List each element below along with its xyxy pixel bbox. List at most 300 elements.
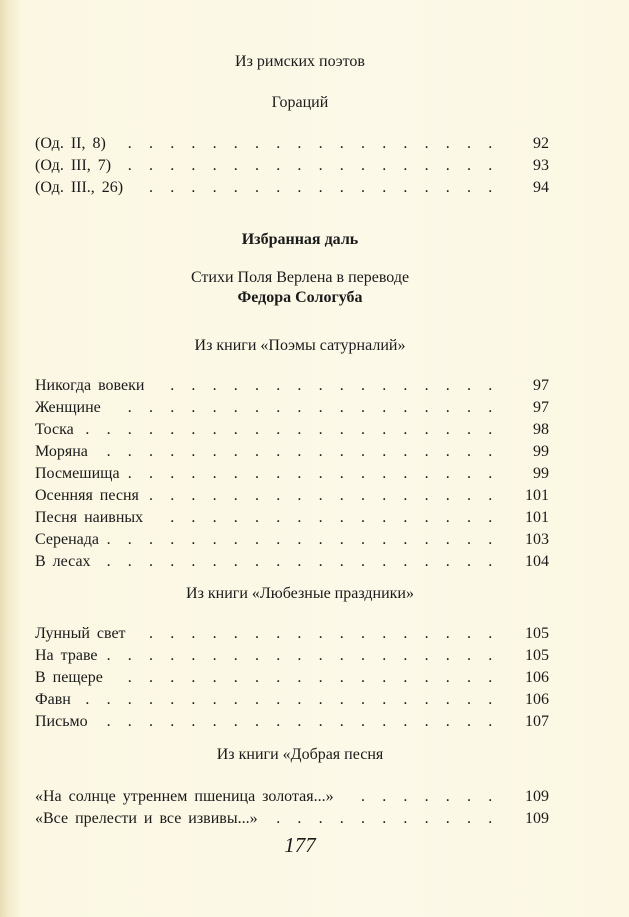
leader-dot: . bbox=[233, 487, 238, 504]
leader-dot: . bbox=[361, 788, 365, 805]
leader-dot: . bbox=[276, 465, 281, 482]
dot-leader bbox=[35, 133, 509, 155]
leader-dot: . bbox=[361, 691, 365, 708]
leader-dot: . bbox=[297, 487, 302, 504]
toc-entry-page: 98 bbox=[533, 421, 549, 438]
leader-dot: . bbox=[106, 531, 111, 548]
leader-dot: . bbox=[318, 421, 323, 438]
leader-dot: . bbox=[318, 487, 323, 504]
toc-entry-page: 99 bbox=[533, 443, 549, 460]
leader-dot: . bbox=[403, 647, 408, 664]
leader-dot: . bbox=[106, 421, 111, 438]
leader-dot: . bbox=[488, 788, 493, 805]
leader-dot: . bbox=[170, 377, 175, 394]
leader-dot: . bbox=[149, 399, 153, 416]
leader-dot: . bbox=[318, 135, 323, 152]
leader-dot: . bbox=[276, 625, 281, 642]
leader-dot: . bbox=[339, 135, 344, 152]
leader-dot: . bbox=[170, 135, 175, 152]
leader-dot: . bbox=[191, 713, 196, 730]
leader-dot: . bbox=[85, 421, 90, 438]
toc-entry[interactable] bbox=[35, 133, 549, 155]
leader-dot: . bbox=[424, 377, 429, 394]
leader-dot: . bbox=[382, 157, 387, 174]
leader-dot: . bbox=[191, 157, 196, 174]
leader-dot: . bbox=[382, 179, 387, 196]
leader-dot: . bbox=[445, 421, 450, 438]
leader-dot: . bbox=[276, 553, 281, 570]
toc-entry-title: Осенняя песня bbox=[35, 487, 139, 504]
toc-entry-page: 92 bbox=[533, 135, 549, 152]
leader-dot: . bbox=[361, 625, 365, 642]
leader-dot: . bbox=[276, 810, 281, 827]
leader-dot: . bbox=[488, 509, 493, 526]
leader-dot: . bbox=[106, 713, 111, 730]
leader-dot: . bbox=[424, 509, 429, 526]
leader-dot: . bbox=[297, 377, 302, 394]
leader-dot: . bbox=[424, 788, 429, 805]
leader-dot: . bbox=[255, 377, 259, 394]
toc-entry[interactable] bbox=[35, 808, 549, 830]
toc-entry[interactable] bbox=[35, 507, 549, 529]
leader-dot: . bbox=[382, 443, 387, 460]
toc-entry[interactable] bbox=[35, 711, 549, 733]
leader-dot: . bbox=[318, 179, 323, 196]
leader-dot: . bbox=[361, 487, 365, 504]
leader-dot: . bbox=[212, 377, 217, 394]
toc-entry-title: Письмо bbox=[35, 713, 88, 730]
leader-dot: . bbox=[403, 691, 408, 708]
author-heading-horace: Гораций bbox=[271, 94, 329, 111]
leader-dot: . bbox=[403, 465, 408, 482]
leader-dot: . bbox=[127, 531, 132, 548]
leader-dot: . bbox=[127, 647, 132, 664]
leader-dot: . bbox=[212, 157, 217, 174]
leader-dot: . bbox=[149, 443, 153, 460]
leader-dot: . bbox=[467, 625, 471, 642]
leader-dot: . bbox=[233, 691, 238, 708]
leader-dot: . bbox=[424, 421, 429, 438]
leader-dot: . bbox=[445, 465, 450, 482]
page-number: 177 bbox=[284, 833, 316, 857]
leader-dot: . bbox=[191, 625, 196, 642]
leader-dot: . bbox=[382, 788, 387, 805]
leader-dot: . bbox=[255, 531, 259, 548]
leader-dot: . bbox=[467, 713, 471, 730]
leader-dot: . bbox=[488, 647, 493, 664]
leader-dot: . bbox=[445, 669, 450, 686]
toc-entry[interactable] bbox=[35, 529, 549, 551]
leader-dot: . bbox=[382, 421, 387, 438]
leader-dot: . bbox=[403, 531, 408, 548]
leader-dot: . bbox=[445, 179, 450, 196]
leader-dot: . bbox=[297, 443, 302, 460]
toc-entry[interactable] bbox=[35, 155, 549, 177]
leader-dot: . bbox=[212, 669, 217, 686]
leader-dot: . bbox=[170, 487, 175, 504]
toc-entry-page: 109 bbox=[525, 810, 549, 827]
leader-dot: . bbox=[424, 713, 429, 730]
toc-entry[interactable] bbox=[35, 441, 549, 463]
toc-entry-title: Тоска bbox=[35, 421, 74, 438]
dot-leader bbox=[35, 667, 509, 689]
leader-dot: . bbox=[212, 713, 217, 730]
toc-entry[interactable] bbox=[35, 397, 549, 419]
leader-dot: . bbox=[424, 135, 429, 152]
leader-dot: . bbox=[233, 625, 238, 642]
leader-dot: . bbox=[445, 377, 450, 394]
leader-dot: . bbox=[233, 135, 238, 152]
leader-dot: . bbox=[424, 443, 429, 460]
leader-dot: . bbox=[488, 810, 493, 827]
toc-entry-page: 109 bbox=[525, 788, 549, 805]
leader-dot: . bbox=[276, 135, 281, 152]
toc-entry-title: Лунный свет bbox=[35, 625, 126, 642]
leader-dot: . bbox=[233, 179, 238, 196]
leader-dot: . bbox=[127, 157, 132, 174]
leader-dot: . bbox=[339, 625, 344, 642]
leader-dot: . bbox=[445, 443, 450, 460]
leader-dot: . bbox=[297, 509, 302, 526]
dot-leader bbox=[35, 551, 509, 573]
leader-dot: . bbox=[339, 713, 344, 730]
leader-dot: . bbox=[297, 810, 302, 827]
leader-dot: . bbox=[424, 465, 429, 482]
toc-entry-page: 107 bbox=[525, 713, 549, 730]
toc-entry[interactable] bbox=[35, 786, 549, 808]
leader-dot: . bbox=[170, 465, 175, 482]
leader-dot: . bbox=[212, 443, 217, 460]
leader-dot: . bbox=[339, 443, 344, 460]
leader-dot: . bbox=[382, 377, 387, 394]
leader-dot: . bbox=[488, 487, 493, 504]
leader-dot: . bbox=[382, 810, 387, 827]
leader-dot: . bbox=[297, 553, 302, 570]
leader-dot: . bbox=[361, 443, 365, 460]
leader-dot: . bbox=[149, 135, 153, 152]
leader-dot: . bbox=[488, 377, 493, 394]
leader-dot: . bbox=[212, 465, 217, 482]
leader-dot: . bbox=[233, 553, 238, 570]
leader-dot: . bbox=[149, 487, 153, 504]
dot-leader bbox=[35, 645, 509, 667]
leader-dot: . bbox=[255, 443, 259, 460]
leader-dot: . bbox=[467, 465, 471, 482]
toc-entry-title: Песня наивных bbox=[35, 509, 144, 526]
leader-dot: . bbox=[361, 421, 365, 438]
leader-dot: . bbox=[467, 377, 471, 394]
leader-dot: . bbox=[276, 179, 281, 196]
toc-entry[interactable] bbox=[35, 419, 549, 441]
leader-dot: . bbox=[127, 713, 132, 730]
leader-dot: . bbox=[297, 421, 302, 438]
toc-entry[interactable] bbox=[35, 667, 549, 689]
leader-dot: . bbox=[276, 487, 281, 504]
leader-dot: . bbox=[233, 713, 238, 730]
leader-dot: . bbox=[382, 531, 387, 548]
leader-dot: . bbox=[382, 465, 387, 482]
leader-dot: . bbox=[212, 421, 217, 438]
leader-dot: . bbox=[424, 810, 429, 827]
leader-dot: . bbox=[212, 625, 217, 642]
leader-dot: . bbox=[127, 465, 132, 482]
leader-dot: . bbox=[191, 377, 196, 394]
toc-entry-title: (Од. II, 8) bbox=[35, 135, 106, 152]
leader-dot: . bbox=[318, 669, 323, 686]
leader-dot: . bbox=[318, 443, 323, 460]
leader-dot: . bbox=[255, 625, 259, 642]
leader-dot: . bbox=[191, 531, 196, 548]
leader-dot: . bbox=[233, 647, 238, 664]
leader-dot: . bbox=[255, 135, 259, 152]
leader-dot: . bbox=[170, 625, 175, 642]
leader-dot: . bbox=[467, 421, 471, 438]
dot-leader bbox=[35, 441, 509, 463]
leader-dot: . bbox=[339, 421, 344, 438]
leader-dot: . bbox=[318, 465, 323, 482]
leader-dot: . bbox=[127, 691, 132, 708]
toc-entry-title: Серенада bbox=[35, 531, 99, 548]
leader-dot: . bbox=[149, 157, 153, 174]
leader-dot: . bbox=[424, 399, 429, 416]
leader-dot: . bbox=[127, 553, 132, 570]
leader-dot: . bbox=[191, 487, 196, 504]
leader-dot: . bbox=[276, 531, 281, 548]
leader-dot: . bbox=[212, 509, 217, 526]
leader-dot: . bbox=[297, 399, 302, 416]
toc-entry-page: 97 bbox=[533, 399, 549, 416]
leader-dot: . bbox=[170, 691, 175, 708]
leader-dot: . bbox=[445, 810, 450, 827]
leader-dot: . bbox=[318, 157, 323, 174]
leader-dot: . bbox=[361, 157, 365, 174]
leader-dot: . bbox=[488, 531, 493, 548]
leader-dot: . bbox=[488, 713, 493, 730]
leader-dot: . bbox=[191, 553, 196, 570]
leader-dot: . bbox=[488, 625, 493, 642]
leader-dot: . bbox=[276, 647, 281, 664]
toc-entry-title: В лесах bbox=[35, 553, 91, 570]
leader-dot: . bbox=[276, 443, 281, 460]
toc-entry-page: 105 bbox=[525, 625, 549, 642]
leader-dot: . bbox=[233, 157, 238, 174]
leader-dot: . bbox=[233, 465, 238, 482]
leader-dot: . bbox=[424, 553, 429, 570]
section-subtitle-line1: Стихи Поля Верлена в переводе bbox=[190, 269, 410, 286]
toc-entry-page: 94 bbox=[533, 179, 549, 196]
leader-dot: . bbox=[403, 713, 408, 730]
leader-dot: . bbox=[297, 465, 302, 482]
leader-dot: . bbox=[255, 399, 259, 416]
leader-dot: . bbox=[361, 509, 365, 526]
leader-dot: . bbox=[445, 157, 450, 174]
leader-dot: . bbox=[233, 399, 238, 416]
leader-dot: . bbox=[191, 179, 196, 196]
leader-dot: . bbox=[488, 179, 493, 196]
leader-dot: . bbox=[127, 135, 132, 152]
leader-dot: . bbox=[339, 377, 344, 394]
leader-dot: . bbox=[255, 691, 259, 708]
leader-dot: . bbox=[191, 669, 196, 686]
toc-entry[interactable] bbox=[35, 689, 549, 711]
leader-dot: . bbox=[488, 157, 493, 174]
leader-dot: . bbox=[191, 399, 196, 416]
leader-dot: . bbox=[361, 713, 365, 730]
leader-dot: . bbox=[339, 157, 344, 174]
leader-dot: . bbox=[149, 691, 153, 708]
leader-dot: . bbox=[467, 691, 471, 708]
leader-dot: . bbox=[149, 465, 153, 482]
leader-dot: . bbox=[127, 399, 132, 416]
leader-dot: . bbox=[212, 531, 217, 548]
leader-dot: . bbox=[297, 713, 302, 730]
leader-dot: . bbox=[170, 399, 175, 416]
leader-dot: . bbox=[106, 647, 111, 664]
leader-dot: . bbox=[276, 509, 281, 526]
leader-dot: . bbox=[318, 713, 323, 730]
leader-dot: . bbox=[212, 135, 217, 152]
leader-dot: . bbox=[297, 179, 302, 196]
leader-dot: . bbox=[106, 443, 111, 460]
leader-dot: . bbox=[170, 421, 175, 438]
leader-dot: . bbox=[233, 443, 238, 460]
leader-dot: . bbox=[488, 691, 493, 708]
leader-dot: . bbox=[424, 179, 429, 196]
leader-dot: . bbox=[339, 691, 344, 708]
leader-dot: . bbox=[467, 531, 471, 548]
leader-dot: . bbox=[276, 157, 281, 174]
leader-dot: . bbox=[339, 647, 344, 664]
leader-dot: . bbox=[488, 443, 493, 460]
leader-dot: . bbox=[170, 157, 175, 174]
toc-entry-title: Моряна bbox=[35, 443, 88, 460]
leader-dot: . bbox=[127, 669, 132, 686]
leader-dot: . bbox=[445, 487, 450, 504]
leader-dot: . bbox=[403, 553, 408, 570]
toc-entry[interactable] bbox=[35, 485, 549, 507]
leader-dot: . bbox=[149, 553, 153, 570]
leader-dot: . bbox=[297, 625, 302, 642]
leader-dot: . bbox=[339, 509, 344, 526]
toc-entry[interactable] bbox=[35, 375, 549, 397]
leader-dot: . bbox=[339, 487, 344, 504]
leader-dot: . bbox=[318, 509, 323, 526]
toc-entry[interactable] bbox=[35, 623, 549, 645]
leader-dot: . bbox=[445, 135, 450, 152]
leader-dot: . bbox=[233, 509, 238, 526]
leader-dot: . bbox=[361, 465, 365, 482]
leader-dot: . bbox=[233, 531, 238, 548]
toc-entry-title: (Од. III., 26) bbox=[35, 179, 124, 196]
leader-dot: . bbox=[467, 788, 471, 805]
toc-entry-title: В пещере bbox=[35, 669, 103, 686]
leader-dot: . bbox=[488, 399, 493, 416]
leader-dot: . bbox=[255, 157, 259, 174]
section-subtitle-translator: Федора Сологуба bbox=[237, 289, 363, 306]
leader-dot: . bbox=[318, 553, 323, 570]
leader-dot: . bbox=[255, 713, 259, 730]
toc-entry-page: 103 bbox=[525, 531, 549, 548]
leader-dot: . bbox=[318, 625, 323, 642]
leader-dot: . bbox=[467, 669, 471, 686]
toc-entry-page: 99 bbox=[533, 465, 549, 482]
leader-dot: . bbox=[255, 509, 259, 526]
leader-dot: . bbox=[424, 531, 429, 548]
leader-dot: . bbox=[467, 553, 471, 570]
toc-entry-page: 104 bbox=[525, 553, 549, 570]
leader-dot: . bbox=[361, 810, 365, 827]
leader-dot: . bbox=[403, 399, 408, 416]
toc-entry-page: 93 bbox=[533, 157, 549, 174]
leader-dot: . bbox=[467, 135, 471, 152]
book-heading-gallant-festivals: Из книги «Любезные праздники» bbox=[186, 585, 414, 602]
leader-dot: . bbox=[382, 713, 387, 730]
toc-entry-page: 97 bbox=[533, 377, 549, 394]
leader-dot: . bbox=[382, 691, 387, 708]
leader-dot: . bbox=[318, 691, 323, 708]
leader-dot: . bbox=[127, 443, 132, 460]
leader-dot: . bbox=[276, 399, 281, 416]
toc-entry[interactable] bbox=[35, 551, 549, 573]
leader-dot: . bbox=[403, 625, 408, 642]
leader-dot: . bbox=[339, 810, 344, 827]
leader-dot: . bbox=[255, 647, 259, 664]
leader-dot: . bbox=[255, 465, 259, 482]
dot-leader bbox=[35, 529, 509, 551]
leader-dot: . bbox=[170, 531, 175, 548]
toc-entry-title: Никогда вовеки bbox=[35, 377, 145, 394]
leader-dot: . bbox=[149, 531, 153, 548]
toc-entry-title: Женщине bbox=[35, 399, 101, 416]
toc-entry[interactable] bbox=[35, 177, 549, 199]
book-heading-saturnine-poems: Из книги «Поэмы сатурналий» bbox=[194, 337, 406, 354]
book-heading-good-song: Из книги «Добрая песня bbox=[216, 746, 384, 763]
leader-dot: . bbox=[339, 465, 344, 482]
section-heading-selected-distance: Избранная даль bbox=[241, 231, 359, 248]
leader-dot: . bbox=[339, 669, 344, 686]
toc-entry[interactable] bbox=[35, 463, 549, 485]
leader-dot: . bbox=[424, 157, 429, 174]
leader-dot: . bbox=[212, 553, 217, 570]
leader-dot: . bbox=[424, 487, 429, 504]
leader-dot: . bbox=[488, 669, 493, 686]
leader-dot: . bbox=[318, 377, 323, 394]
toc-entry-page: 101 bbox=[525, 487, 549, 504]
leader-dot: . bbox=[170, 713, 175, 730]
toc-entry-title: Фавн bbox=[35, 691, 71, 708]
dot-leader bbox=[35, 711, 509, 733]
toc-entry-title: На траве bbox=[35, 647, 98, 664]
leader-dot: . bbox=[191, 647, 196, 664]
leader-dot: . bbox=[403, 135, 408, 152]
leader-dot: . bbox=[255, 421, 259, 438]
leader-dot: . bbox=[361, 553, 365, 570]
dot-leader bbox=[35, 397, 509, 419]
leader-dot: . bbox=[467, 810, 471, 827]
leader-dot: . bbox=[191, 465, 196, 482]
leader-dot: . bbox=[318, 647, 323, 664]
leader-dot: . bbox=[382, 669, 387, 686]
leader-dot: . bbox=[297, 691, 302, 708]
toc-entry[interactable] bbox=[35, 645, 549, 667]
leader-dot: . bbox=[212, 647, 217, 664]
leader-dot: . bbox=[339, 399, 344, 416]
leader-dot: . bbox=[467, 157, 471, 174]
leader-dot: . bbox=[361, 377, 365, 394]
leader-dot: . bbox=[339, 553, 344, 570]
leader-dot: . bbox=[467, 179, 471, 196]
leader-dot: . bbox=[170, 509, 175, 526]
